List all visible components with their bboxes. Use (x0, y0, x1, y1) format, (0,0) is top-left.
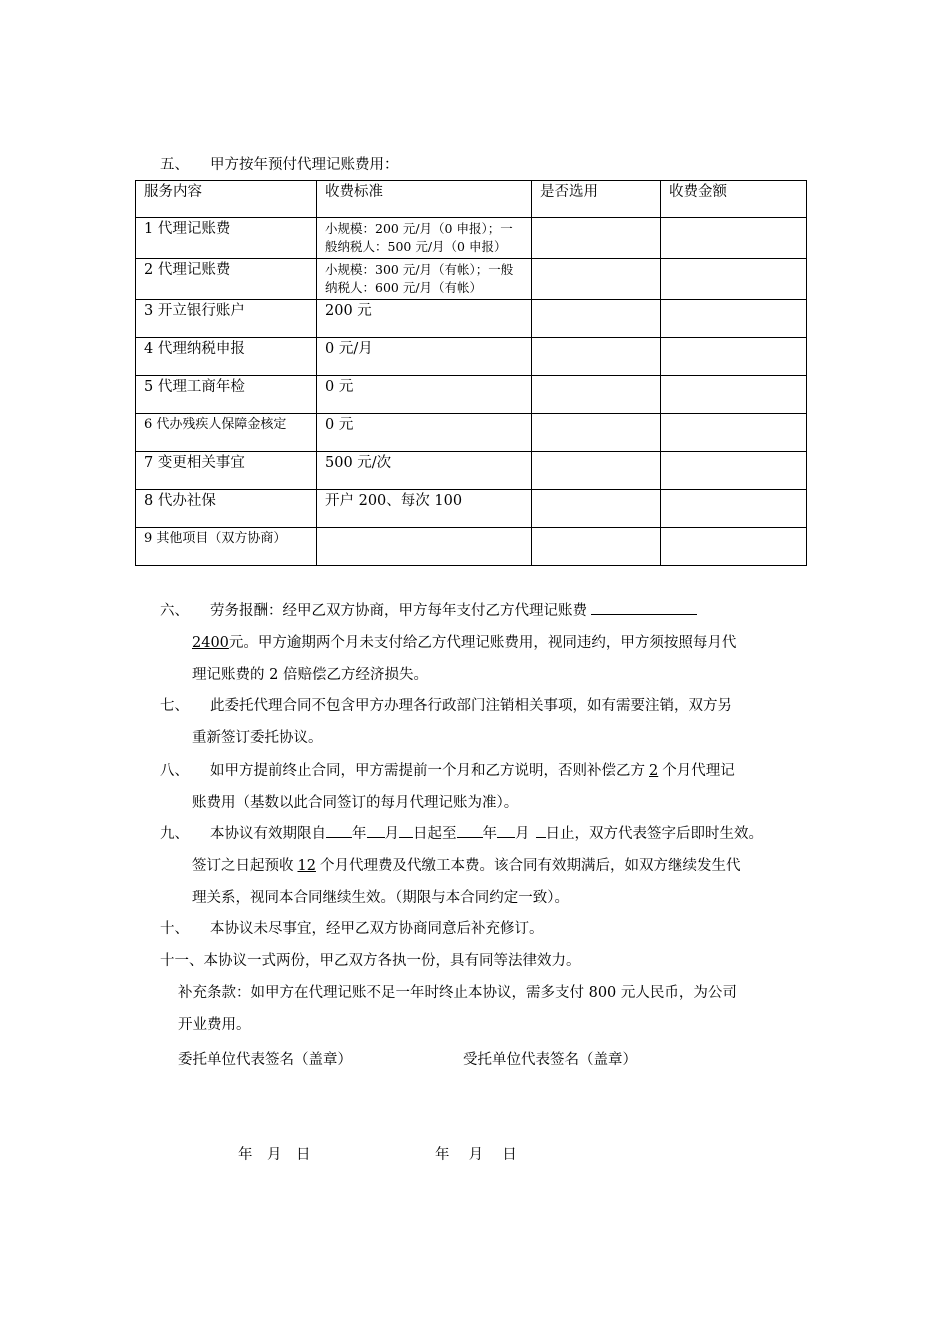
fee-cell: 0 元 (317, 376, 532, 414)
selected-cell[interactable] (532, 300, 661, 338)
fee-cell: 小规模：200 元/月（0 申报）；一般纳税人：500 元/月（0 申报） (317, 218, 532, 259)
supplement-clause: 补充条款：如甲方在代理记账不足一年时终止本协议，需多支付 800 元人民币，为公司 开业费用。 (178, 985, 737, 1033)
table-row (136, 218, 807, 259)
section-10: 十、 本协议未尽事宜，经甲乙双方协商同意后补充修订。 (160, 913, 810, 945)
date-left: 年 月 日 (238, 1147, 311, 1163)
service-cell: 3 开立银行账户 (136, 300, 317, 338)
service-cell: 5 代理工商年检 (136, 376, 317, 414)
date-right: 年 月 日 (435, 1147, 517, 1163)
amount-cell[interactable] (661, 490, 807, 528)
signature-left: 委托单位代表签名（盖章） (178, 1052, 352, 1068)
fee-blank (591, 598, 697, 615)
service-cell: 1 代理记账费 (136, 218, 317, 259)
section-9: 九、 本协议有效期限自 年 月 日起至 年 月 日止，双方代表签字后即时生效。 签订之日起预收 12 个月代理费及代缴工本费。该合同有效期满后，如双方继续发生代 理关系，视同本合同继续生效。（期限与本合同约定一致）。 (160, 818, 840, 914)
start-year-blank[interactable] (326, 821, 352, 838)
table-row (136, 300, 807, 338)
selected-cell[interactable] (532, 414, 661, 452)
amount-cell[interactable] (661, 300, 807, 338)
selected-cell[interactable] (532, 528, 661, 566)
service-cell: 9 其他项目（双方协商） (136, 528, 317, 566)
annual-fee-amount: 2400 (192, 635, 229, 651)
selected-cell[interactable] (532, 259, 661, 300)
section-number: 八、 (160, 763, 189, 779)
table-row (136, 414, 807, 452)
fee-cell: 小规模：300 元/月（有帐）；一般纳税人：600 元/月（有帐） (317, 259, 532, 300)
end-day-blank[interactable] (536, 821, 546, 838)
start-month-blank[interactable] (367, 821, 385, 838)
service-cell: 7 变更相关事宜 (136, 452, 317, 490)
selected-cell[interactable] (532, 218, 661, 259)
header-amount: 收费金额 (661, 181, 807, 218)
section-5-heading (160, 153, 399, 174)
section-number: 十、 (160, 921, 189, 937)
fee-cell: 500 元/次 (317, 452, 532, 490)
section-number: 七、 (160, 698, 189, 714)
prepay-months: 12 (297, 858, 316, 874)
table-row (136, 338, 807, 376)
amount-cell[interactable] (661, 414, 807, 452)
selected-cell[interactable] (532, 490, 661, 528)
table-row (136, 452, 807, 490)
section-7: 七、 此委托代理合同不包含甲方办理各行政部门注销相关事项，如有需要注销，双方另 重新签订委托协议。 (160, 690, 810, 754)
fee-cell: 开户 200、每次 100 (317, 490, 532, 528)
section-6: 六、 劳务报酬：经甲乙双方协商，甲方每年支付乙方代理记账费 2400元。甲方逾期两个月未支付给乙方代理记账费用，视同违约，甲方须按照每月代 理记账费的 2 倍赔偿乙方经济损失。 (160, 595, 810, 691)
table-row (136, 376, 807, 414)
section-11: 十一、本协议一式两份，甲乙双方各执一份，具有同等法律效力。 (160, 953, 581, 969)
selected-cell[interactable] (532, 376, 661, 414)
fee-cell: 0 元 (317, 414, 532, 452)
fee-table (135, 180, 807, 566)
service-cell: 4 代理纳税申报 (136, 338, 317, 376)
amount-cell[interactable] (661, 338, 807, 376)
start-day-blank[interactable] (399, 821, 413, 838)
fee-cell: 200 元 (317, 300, 532, 338)
end-month-blank[interactable] (497, 821, 515, 838)
section-number: 六、 (160, 603, 189, 619)
amount-cell[interactable] (661, 259, 807, 300)
header-selected: 是否选用 (532, 181, 661, 218)
section-number: 九、 (160, 826, 189, 842)
fee-cell (317, 528, 532, 566)
amount-cell[interactable] (661, 528, 807, 566)
signature-right: 受托单位代表签名（盖章） (463, 1052, 637, 1068)
service-cell: 2 代理记账费 (136, 259, 317, 300)
table-row (136, 259, 807, 300)
service-cell: 6 代办残疾人保障金核定 (136, 414, 317, 452)
section-number: 十一、 (160, 953, 204, 969)
table-row (136, 490, 807, 528)
selected-cell[interactable] (532, 338, 661, 376)
fee-cell: 0 元/月 (317, 338, 532, 376)
service-cell: 8 代办社保 (136, 490, 317, 528)
table-row (136, 528, 807, 566)
section-text: 甲方按年预付代理记账费用： (210, 157, 399, 173)
header-service: 服务内容 (136, 181, 317, 218)
amount-cell[interactable] (661, 376, 807, 414)
section-number: 五、 (160, 157, 189, 173)
end-year-blank[interactable] (457, 821, 483, 838)
table-header-row (136, 181, 807, 218)
compensation-months: 2 (649, 763, 659, 779)
section-8: 八、 如甲方提前终止合同，甲方需提前一个月和乙方说明，否则补偿乙方 2 个月代理记 账费用（基数以此合同签订的每月代理记账为准）。 (160, 755, 810, 819)
amount-cell[interactable] (661, 452, 807, 490)
selected-cell[interactable] (532, 452, 661, 490)
amount-cell[interactable] (661, 218, 807, 259)
header-fee: 收费标准 (317, 181, 532, 218)
